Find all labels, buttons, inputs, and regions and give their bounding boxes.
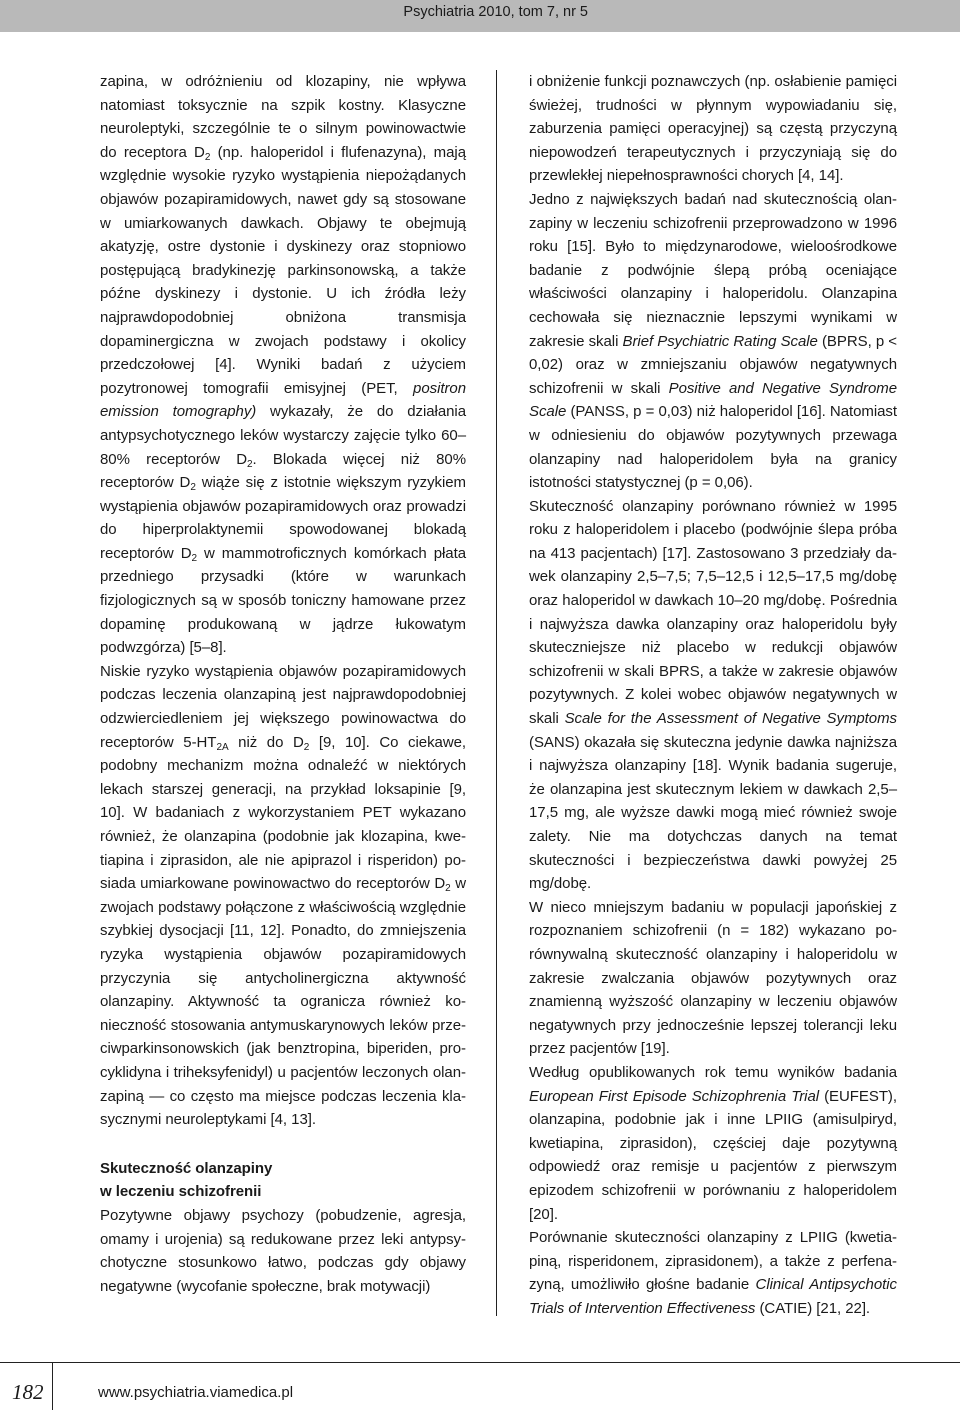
subscript: 2 <box>191 552 197 564</box>
paragraph: i obniżenie funkcji poznawczych (np. osłabienie pamięci świeżej, trudności w płynnym wypowiadaniu się, zaburzenia pamięci operacyjnej) są częstą przyczyną niepowodzeń terapeutycznych i przyczyniają się do przewlekłej niepełnosprawności chorych [4, 14]. <box>529 73 897 185</box>
paragraph: Skuteczność olanzapiny porównano również w 1995 roku z haloperidolem i placebo (podwójnie ślepa próba na 413 pacjentach) [17]. Zastosowano 3 przedziały dawek olanzapiny 2,5–7,5; 7,5–12,5 i 12,5–17,5 mg/dobę oraz haloperidol w dawkach 10–20 mg/dobę. Pośrednia i najwyższa dawka olanzapiny oraz haloperidolu były skuteczniejsze niż placebo w redukcji objawów schizofrenii w skali BPRS, a także w zakresie objawów pozytywnych. Z kolei wobec objawów negatywnych w skali Scale for the Assessment of Negative Symptoms (SANS) okazała się skuteczna jedynie dawka najniższa i najwyższa olanzapiny [18]. Wynik badania sugeruje, że olanzapina jest skutecznym lekiem w dawkach 2,5–17,5 mg, ale wyższe dawki mogą mieć również swoje zalety. Nie ma dotychczas danych na temat skuteczności i bezpieczeństwa dawki powyżej 25 mg/dobę. <box>529 497 897 893</box>
running-header-bar <box>0 0 960 32</box>
footer-rule <box>0 1362 960 1363</box>
footer-url: www.psychiatria.viamedica.pl <box>98 1384 294 1401</box>
paragraph: Porównanie skuteczności olanzapiny z LPIIG (kwetiapiną, risperidonem, ziprasidonem), a także z perfenazyną, umożliwiło głośne badanie Clinical Antipsychotic Trials of Intervention Effectiveness (CATIE) [21, 22]. <box>529 1229 897 1317</box>
subscript: 2 <box>303 741 310 753</box>
paragraph: Niskie ryzyko wystąpienia objawów pozapiramidowych podczas leczenia olanzapiną jest najprawdopodobniej odzwierciedleniem jej większego powinowactwa do receptorów $5-HT_{2A}$ niż do $D_2$ [9, 10]. Co ciekawe, podobny mechanizm można odnaleźć w niektórych lekach starszej generacji, na przykład loksapinie [9, 10]. W badaniach z wykorzystaniem PET wykazano również, że olanzapina (podobnie jak klozapina, kwetiapina i ziprasidon, ale nie apiprazol i risperidon) posiada umiarkowane powinowactwo do receptorów $D_2$ w zwojach podstawy połączone z właściwością względnie szybkiej dysocjacji [11, 12]. Ponadto, do zmniejszenia ryzyka wystąpienia objawów pozapiramidowych przyczynia się antycholinergiczna aktywność olanzapiny. Aktywność ta ogranicza również konieczność stosowania antymuskarynowych leków przeciwparkinsonowskich (jak benztropina, biperiden, procyklidyna i triheksyfenidyl) u pacjentów leczonych olanzapiną — co często ma miejsce podczas leczenia klasycznymi neuroleptykami [4, 13]. <box>100 662 467 1129</box>
subscript: 2 <box>204 151 211 163</box>
left-column <box>100 70 466 1298</box>
paragraph: Pozytywne objawy psychozy (pobudzenie, agresja, omamy i urojenia) są redukowane przez leki antypsychotyczne stosunkowo łatwo, podczas gdy objawy negatywne (wycofanie społeczne, brak motywacji) <box>100 1206 466 1295</box>
subscript: 2 <box>190 482 196 494</box>
subscript: 2A <box>216 741 229 753</box>
subscript: 2 <box>445 883 451 895</box>
journal-reference: Psychiatria 2010, tom 7, nr 5 <box>403 4 588 20</box>
paragraph: Jedno z największych badań nad skutecznością olanzapiny w leczeniu schizofrenii przeprowadzono w 1996 roku [15]. Było to międzynarodowe, wieloośrodkowe badanie z podwójnie ślepą próbą oceniające właściwości olanzapiny i haloperidolu. Olanzapina cechowała się nieznacznie lepszymi wynikami w zakresie skali Brief Psychiatric Rating Scale (BPRS, p < 0,02) oraz w zmniejszaniu objawów negatywnych schizofrenii w skali Positive and Negative Syndrome Scale (PANSS, p = 0,03) niż haloperidol [16]. Natomiast w odniesieniu do objawów pozytywnych przewaga olanzapiny nad haloperidolem była na granicy istotności statystycznej (p = 0,06). <box>529 190 898 492</box>
page-number: 182 <box>12 1380 44 1404</box>
section-heading: Skuteczność olanzapiny w leczeniu schizofrenii <box>100 1159 273 1201</box>
paragraph: Według opublikowanych rok temu wyników badania European First Episode Schizophrenia Trial (EUFEST), olanzapina, podobnie jak i inne LPIIG (amisulpiryd, kwetiapina, ziprasidon), częściej daje pozytywną odpowiedź oraz remisje u pacjentów z pierwszym epizodem schizofrenii w porównaniu z haloperidolem [20]. <box>529 1063 897 1223</box>
paragraph: zapina, w odróżnieniu od klozapiny, nie wpływa natomiast toksycznie na szpik kostny. Klasyczne neuroleptyki, szczególnie te o silnym powinowactwie do receptora $D_2$ (np. haloperidol i flufenazyna), mają względnie wysokie ryzyko wystąpienia niepożądanych objawów pozapiramidowych, nawet gdy są stosowane w umiarkowanych dawkach. Objawy te obejmują akatyzję, ostre dystonie i dyskinezy oraz stopniowo postępującą bradykinezję parkinsonowską, a także późne dyskinezy i dystonie. U ich źródła leży najprawdopodobniej obniżona transmisja dopaminergiczna w zwojach podstawy i okolicy przedczołowej [4]. Wyniki badań z użyciem pozytronowej tomografii emisyjnej (PET, positron emission tomography) wykazały, że do działania antypsychotycznego leków wystarczy zajęcie tylko 60–80% receptorów $D_2$. Blokada więcej niż 80% receptorów $D_2$ wiąże się z istotnie większym ryzykiem wystąpienia objawów pozapiramidowych oraz prowadzi do hiperprolaktynemii spowodowanej blokadą receptorów $D_2$ w mammotroficznych komórkach płata przedniego przysadki (które w warunkach fizjologicznych są w sposób toniczny hamowane przez dopaminę produkowaną w jądrze łukowatym podwzgórza) [5–8]. <box>100 73 466 657</box>
subscript: 2 <box>246 458 253 470</box>
right-column <box>529 70 897 1320</box>
column-divider <box>496 70 497 1316</box>
paragraph: W nieco mniejszym badaniu w populacji japońskiej z rozpoznaniem schizofrenii (n = 182) wykazano porównywalną skuteczność olanzapiny i haloperidolu w zakresie zwalczania objawów pozytywnych oraz znamienną wyższość olanzapiny w leczeniu objawów negatywnych przy jednocześnie lepszej tolerancji leku przez pacjentów [19]. <box>529 898 897 1058</box>
